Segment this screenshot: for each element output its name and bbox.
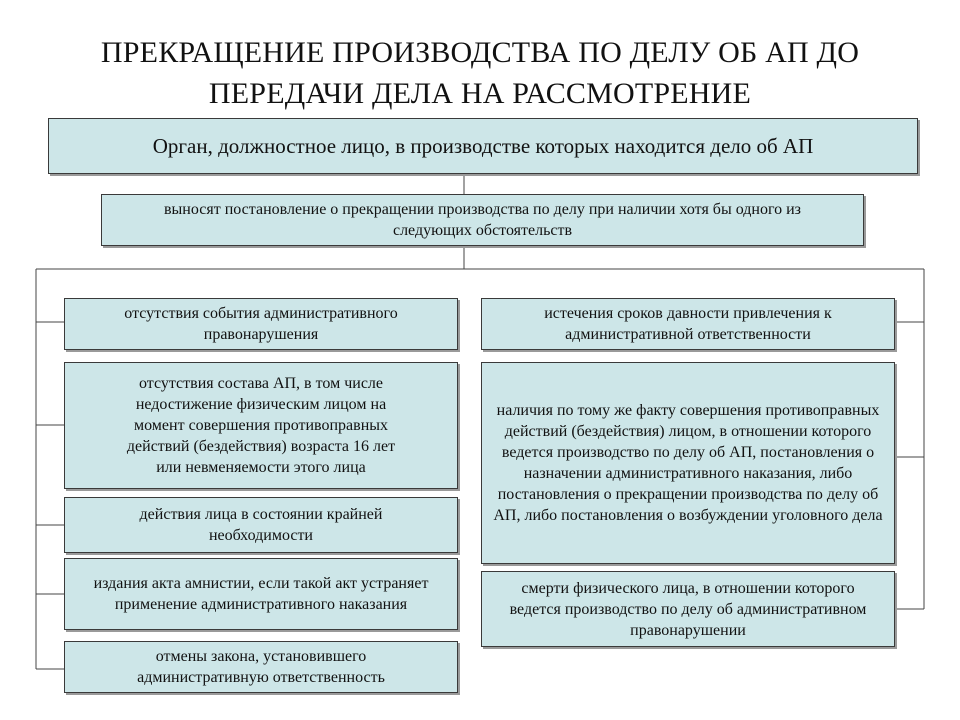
- left-item-1: отсутствия события административного правонарушения: [64, 298, 458, 350]
- page-title: ПРЕКРАЩЕНИЕ ПРОИЗВОДСТВА ПО ДЕЛУ ОБ АП ДО ПЕРЕДАЧИ ДЕЛА НА РАССМОТРЕНИЕ: [100, 36, 860, 110]
- right-item-3: смерти физического лица, в отношении которого ведется производство по делу об административном правонарушении: [481, 571, 895, 647]
- right-item-1: истечения сроков давности привлечения к административной ответственности: [481, 298, 895, 350]
- authority-box: Орган, должностное лицо, в производстве которых находится дело об АП: [48, 118, 918, 174]
- resolution-box: выносят постановление о прекращении производства по делу при наличии хотя бы одного из следующих обстоятельств: [101, 194, 864, 246]
- left-item-3: действия лица в состоянии крайней необходимости: [64, 497, 458, 553]
- left-item-2: отсутствия состава АП, в том числе недостижение физическим лицом на момент совершения противоправных действий (бездействия) возраста 16 лет или невменяемости этого лица: [64, 362, 458, 489]
- left-item-5: отмены закона, установившего административную ответственность: [64, 641, 458, 693]
- left-item-4: издания акта амнистии, если такой акт устраняет применение административного наказания: [64, 558, 458, 630]
- right-item-2: наличия по тому же факту совершения противоправных действий (бездействия) лицом, в отношении которого ведется производство по делу об АП, постановления о назначении административного наказания, либо постановления о прекращении производства по делу об АП, либо постановления о возбуждении уголовного дела: [481, 362, 895, 564]
